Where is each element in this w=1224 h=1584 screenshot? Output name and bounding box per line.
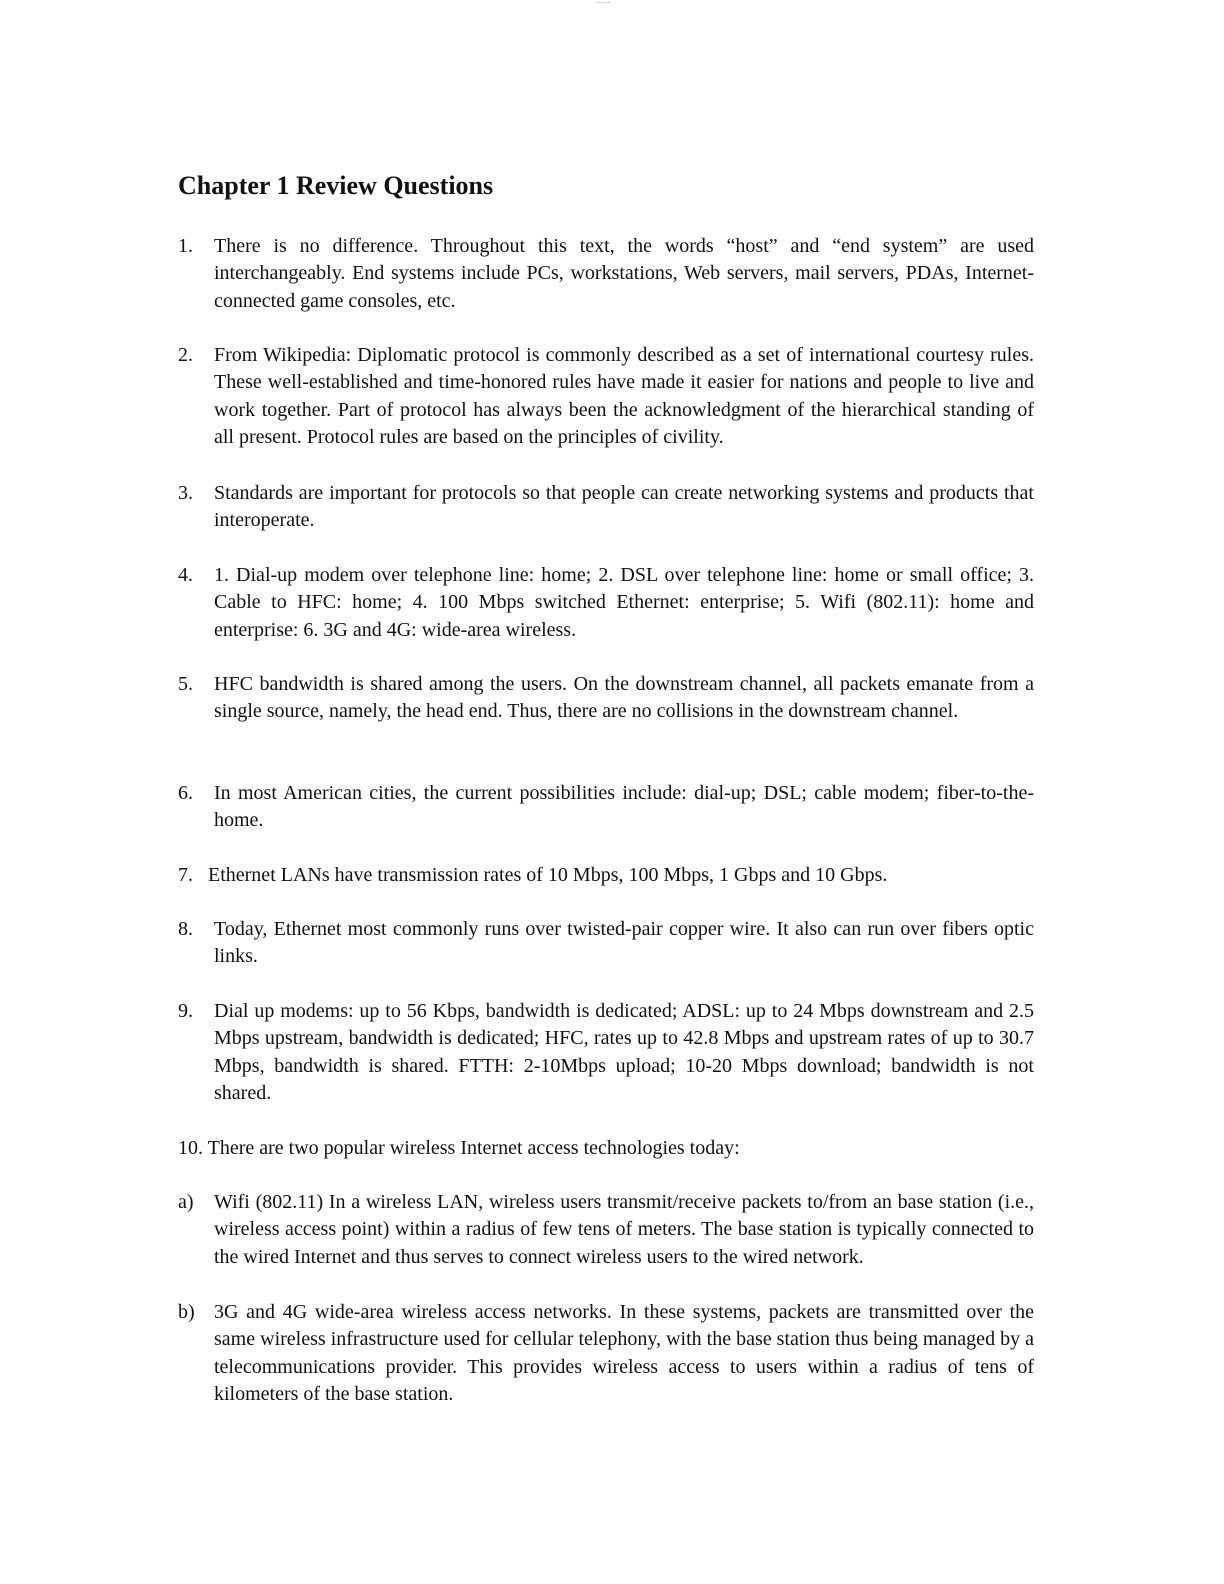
- item-text: 3G and 4G wide-area wireless access networks. In these systems, packets are transmitted over the same wireless infrastructure used for cellular telephony, with the base station thus being managed by a telecommunications provider. This provides wireless access to users within a radius of tens of kilometers of the base station.: [214, 1301, 1034, 1406]
- item-text: In most American cities, the current possibilities include: dial-up; DSL; cable modem; fiber-to-the-home.: [214, 782, 1034, 832]
- item-text: Ethernet LANs have transmission rates of 10 Mbps, 100 Mbps, 1 Gbps and 10 Gbps.: [208, 864, 888, 886]
- item-number: 8.: [178, 918, 193, 940]
- answer-item-8: [178, 916, 1034, 971]
- answer-item-5: [178, 671, 1034, 726]
- item-number: 3.: [178, 482, 193, 504]
- answer-item-1: [178, 233, 1034, 315]
- answer-subitem-a: [178, 1189, 1034, 1271]
- answer-item-7: [178, 862, 1034, 889]
- item-number: 1.: [178, 235, 193, 257]
- item-text: 1. Dial-up modem over telephone line: home; 2. DSL over telephone line: home or small office; 3. Cable to HFC: home; 4. 100 Mbps switched Ethernet: enterprise; 5. Wifi (802.11): home and enterprise: 6. 3G and 4G: wide-area wireless.: [214, 564, 1034, 641]
- answer-item-3: [178, 480, 1034, 535]
- item-text: 10. There are two popular wireless Internet access technologies today:: [178, 1137, 740, 1159]
- item-number: 4.: [178, 564, 193, 586]
- answer-item-9: [178, 998, 1034, 1108]
- item-number: 9.: [178, 1000, 193, 1022]
- answer-item-6: [178, 780, 1034, 835]
- item-text: Standards are important for protocols so that people can create networking systems and products that interoperate.: [214, 482, 1034, 532]
- item-text: Today, Ethernet most commonly runs over twisted-pair copper wire. It also can run over fibers optic links.: [214, 918, 1034, 968]
- item-text: From Wikipedia: Diplomatic protocol is commonly described as a set of international courtesy rules. These well-established and time-honored rules have made it easier for nations and people to live and work together. Part of protocol has always been the acknowledgment of the hierarchical standing of all present. Protocol rules are based on the principles of civility.: [214, 344, 1034, 449]
- item-number: 7.: [178, 864, 193, 886]
- page-header-mark: -----: [596, 0, 611, 6]
- item-text: Dial up modems: up to 56 Kbps, bandwidth is dedicated; ADSL: up to 24 Mbps downstream and 2.5 Mbps upstream, bandwidth is dedicated; HFC, rates up to 42.8 Mbps and upstream rates of up to 30.7 Mbps, bandwidth is shared. FTTH: 2-10Mbps upload; 10-20 Mbps download; bandwidth is not shared.: [214, 1000, 1034, 1105]
- answer-item-2: [178, 342, 1034, 452]
- item-number: 2.: [178, 344, 193, 366]
- item-number: 6.: [178, 782, 193, 804]
- item-text: HFC bandwidth is shared among the users. On the downstream channel, all packets emanate from a single source, namely, the head end. Thus, there are no collisions in the downstream channel.: [214, 673, 1034, 723]
- item-text: Wifi (802.11) In a wireless LAN, wireless users transmit/receive packets to/from an base station (i.e., wireless access point) within a radius of few tens of meters. The base station is typically connected to the wired Internet and thus serves to connect wireless users to the wired network.: [214, 1191, 1034, 1268]
- item-number: b): [178, 1301, 195, 1323]
- answer-item-4: [178, 562, 1034, 644]
- answer-item-10: [178, 1135, 1034, 1162]
- answer-subitem-b: [178, 1299, 1034, 1409]
- page-title: Chapter 1 Review Questions: [178, 171, 494, 200]
- item-number: 5.: [178, 673, 193, 695]
- item-number: a): [178, 1191, 194, 1213]
- item-text: There is no difference. Throughout this text, the words “host” and “end system” are used interchangeably. End systems include PCs, workstations, Web servers, mail servers, PDAs, Internet-connected game consoles, etc.: [214, 235, 1034, 312]
